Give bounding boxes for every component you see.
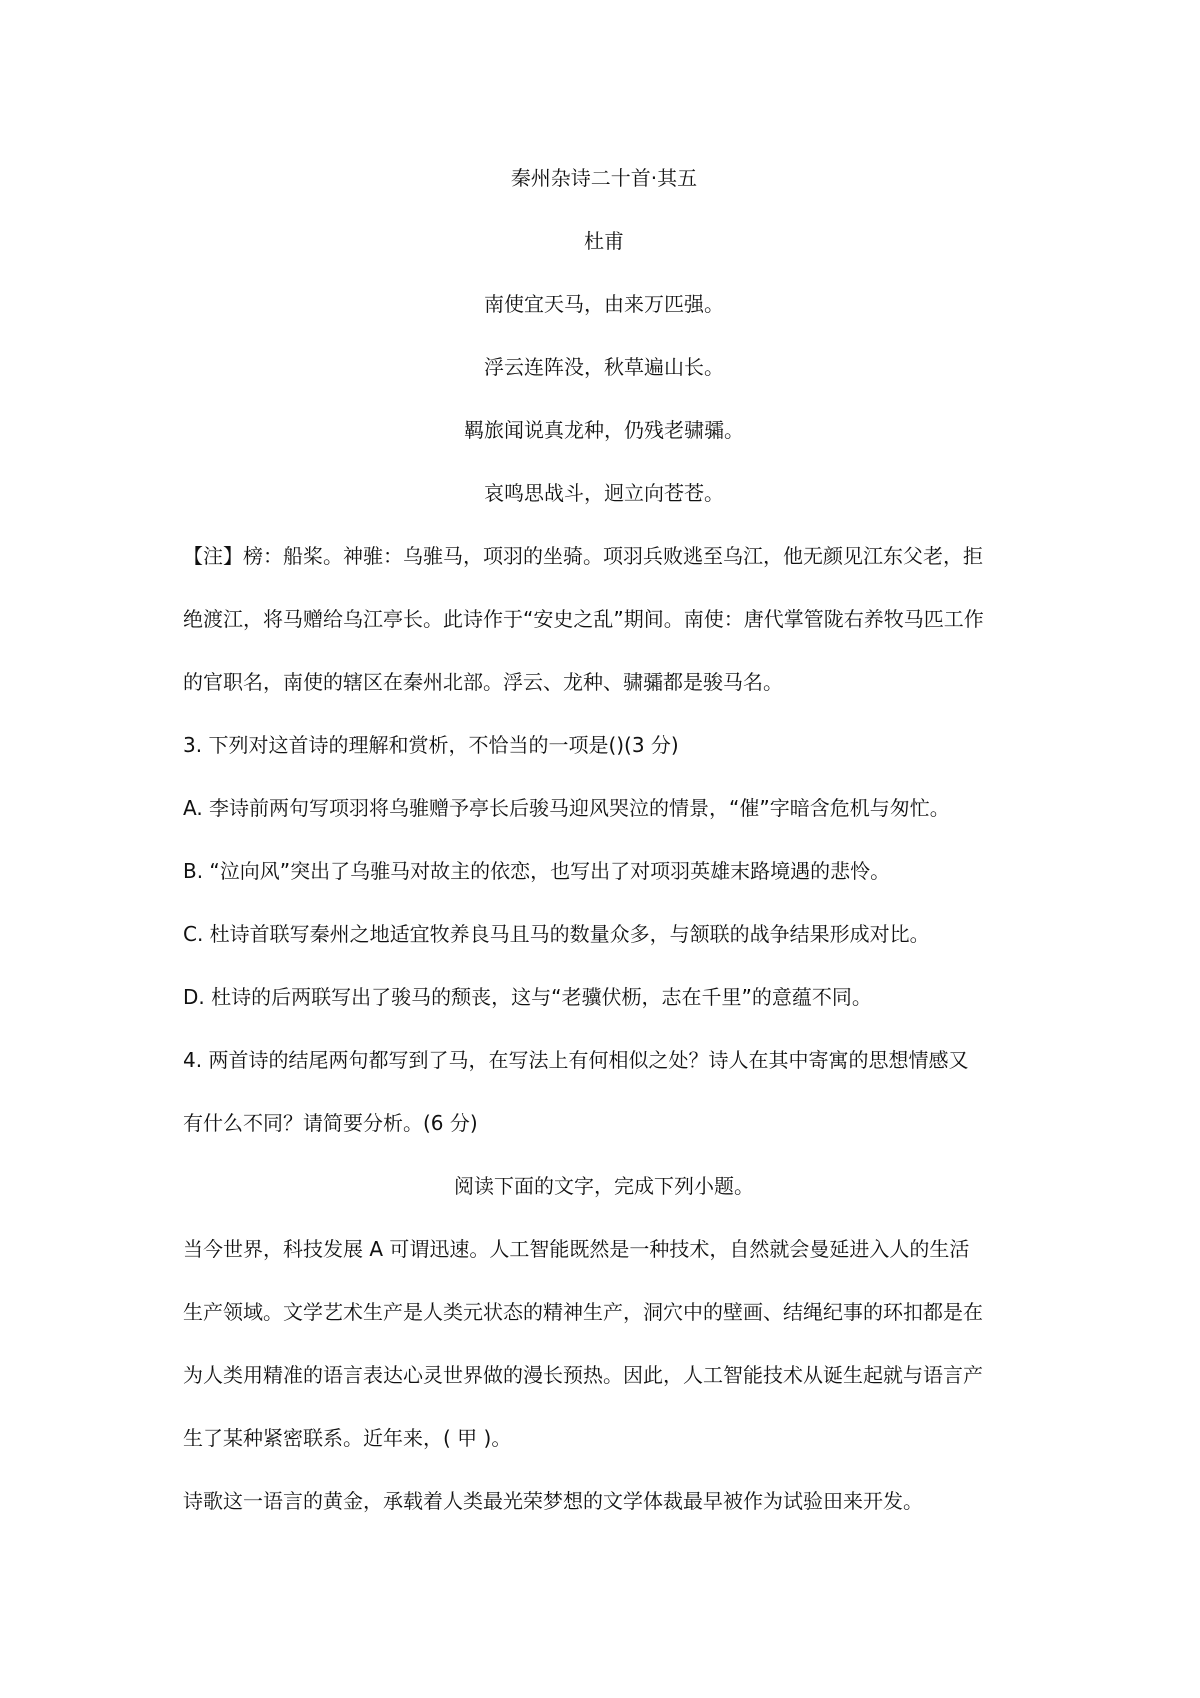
- passage-line: 当今世界，科技发展 A 可谓迅速。人工智能既然是一种技术，自然就会曼延进入人的生活: [183, 1237, 970, 1261]
- question-4-line: 4. 两首诗的结尾两句都写到了马，在写法上有何相似之处？诗人在其中寄寓的思想情感又: [183, 1048, 969, 1072]
- poem-line: 羁旅闻说真龙种，仍残老骕骦。: [464, 418, 744, 442]
- question-3-option-c: C. 杜诗首联写秦州之地适宜牧养良马且马的数量众多，与颔联的战争结果形成对比。: [183, 922, 930, 946]
- poem-line: 浮云连阵没，秋草遍山长。: [484, 355, 724, 379]
- question-4-line: 有什么不同？请简要分析。(6 分): [183, 1111, 478, 1135]
- passage-line: 生了某种紧密联系。近年来，( 甲 )。: [183, 1426, 512, 1450]
- question-3-option-a: A. 李诗前两句写项羽将乌骓赠予亭长后骏马迎风哭泣的情景，“催”字暗含危机与匆忙。: [183, 796, 950, 820]
- passage-line: 为人类用精准的语言表达心灵世界做的漫长预热。因此，人工智能技术从诞生起就与语言产: [183, 1363, 983, 1387]
- note-line: 【注】榜：船桨。神骓：乌骓马，项羽的坐骑。项羽兵败逃至乌江，他无颜见江东父老，拒: [183, 544, 983, 568]
- reading-heading: 阅读下面的文字，完成下列小题。: [454, 1174, 754, 1198]
- question-3-stem: 3. 下列对这首诗的理解和赏析，不恰当的一项是()(3 分): [183, 733, 679, 757]
- poem-author: 杜甫: [584, 229, 624, 253]
- note-line: 的官职名，南使的辖区在秦州北部。浮云、龙种、骕骦都是骏马名。: [183, 670, 783, 694]
- poem-line: 哀鸣思战斗，迥立向苍苍。: [484, 481, 724, 505]
- question-3-option-d: D. 杜诗的后两联写出了骏马的颓丧，这与“老骥伏枥，志在千里”的意蕴不同。: [183, 985, 872, 1009]
- note-line: 绝渡江，将马赠给乌江亭长。此诗作于“安史之乱”期间。南使：唐代掌管陇右养牧马匹工作: [183, 607, 984, 631]
- passage-line: 生产领域。文学艺术生产是人类元状态的精神生产，洞穴中的壁画、结绳纪事的环扣都是在: [183, 1300, 983, 1324]
- passage-line: 诗歌这一语言的黄金，承载着人类最光荣梦想的文学体裁最早被作为试验田来开发。: [183, 1489, 923, 1513]
- question-3-option-b: B. “泣向风”突出了乌骓马对故主的依恋，也写出了对项羽英雄末路境遇的悲怜。: [183, 859, 891, 883]
- poem-line: 南使宜天马，由来万匹强。: [484, 292, 724, 316]
- poem-title: 秦州杂诗二十首·其五: [510, 166, 698, 190]
